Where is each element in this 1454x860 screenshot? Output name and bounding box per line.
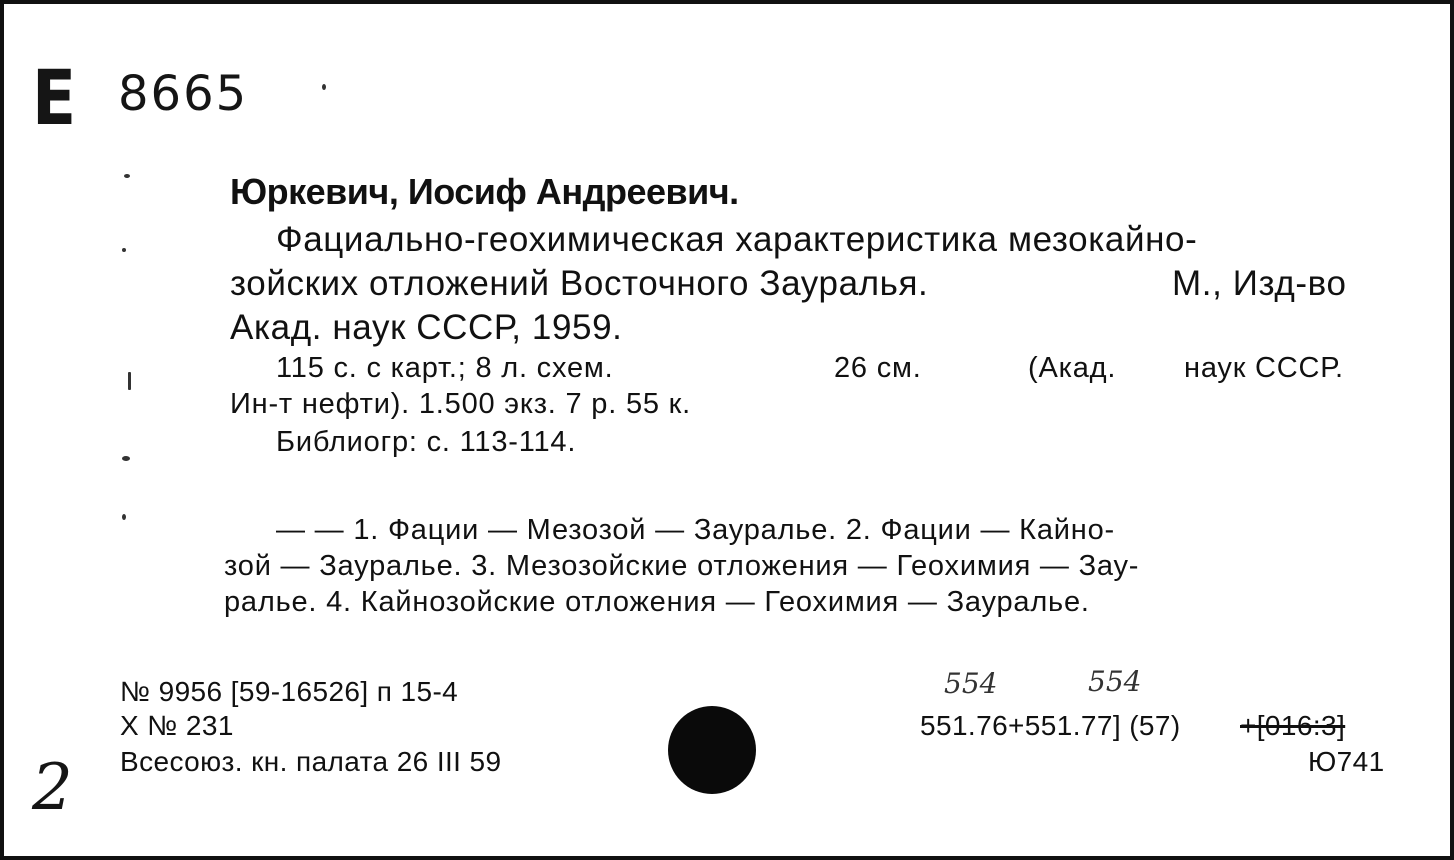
punch-hole [668, 706, 756, 794]
bibliography-note: Библиогр: с. 113-114. [276, 426, 577, 458]
author-heading: Юркевич, Иосиф Андреевич. [230, 171, 739, 212]
udc-main: 551.76+551.77] (57) [920, 710, 1181, 741]
subjects-line-2: зой — Зауралье. 3. Мезозойские отложения — Геохимия — Зау- [224, 550, 1140, 582]
subjects-line-3: ралье. 4. Кайнозойские отложения — Геохимия — Зауралье. [224, 586, 1090, 618]
title-line-1: Фациально-геохимическая характеристика мезокайно- [276, 220, 1198, 259]
margin-speck [122, 456, 130, 461]
handwritten-mark: 2 [32, 751, 73, 825]
margin-speck [128, 372, 131, 390]
margin-speck [122, 248, 126, 252]
physical-desc-2: Ин-т нефти). 1.500 экз. 7 р. 55 к. [230, 388, 692, 420]
title-line-3: Акад. наук СССР, 1959. [230, 308, 623, 347]
record-number: № 9956 [59-16526] п 15-4 [120, 676, 459, 707]
card-code: Ю741 [1308, 746, 1385, 777]
margin-speck [322, 84, 326, 90]
physical-desc-1c: (Акад. [1028, 352, 1117, 384]
margin-speck [122, 514, 126, 520]
margin-speck [124, 174, 130, 178]
udc-struck: +[016:3] [1240, 710, 1346, 741]
handwritten-class-2: 554 [1088, 665, 1142, 698]
physical-desc-1a: 115 с. с карт.; 8 л. схем. [276, 352, 614, 384]
physical-desc-1b: 26 см. [834, 352, 922, 384]
x-number: X № 231 [120, 710, 234, 741]
call-number: 8665 [118, 66, 249, 122]
book-chamber-line: Всесоюз. кн. палата 26 III 59 [120, 746, 502, 777]
title-line-2b: М., Изд-во [1172, 264, 1347, 303]
shelf-letter: E [32, 53, 77, 142]
title-line-2a: зойских отложений Восточного Зауралья. [230, 264, 929, 303]
subjects-line-1: — — 1. Фации — Мезозой — Зауралье. 2. Фации — Кайно- [276, 514, 1116, 546]
handwritten-class-1: 554 [944, 667, 998, 700]
physical-desc-1d: наук СССР. [1184, 352, 1344, 384]
